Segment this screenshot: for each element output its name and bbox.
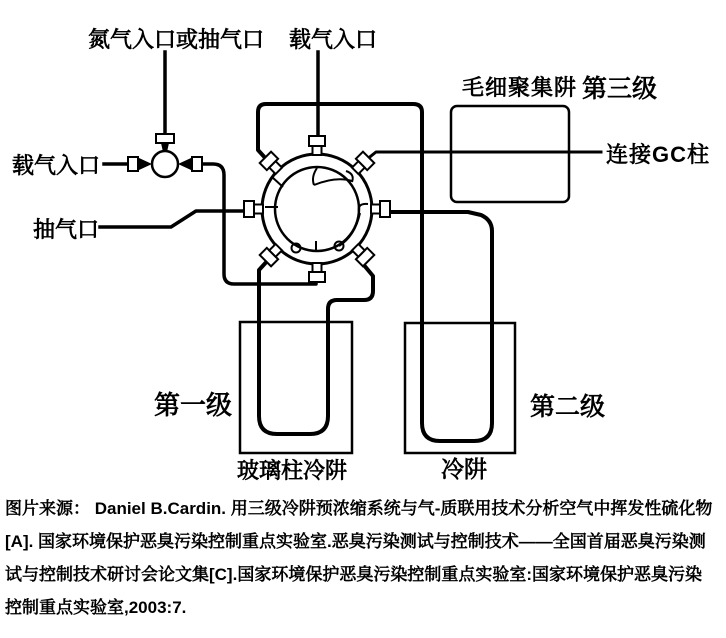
label-carrier-left: 载气入口 — [12, 153, 101, 178]
label-cold-trap: 冷阱 — [441, 456, 487, 482]
rotary-valve — [244, 136, 390, 282]
three-way-valve — [128, 134, 202, 177]
valve-port-3 — [371, 201, 390, 217]
label-stage2: 第二级 — [530, 393, 606, 421]
caption-line-3: 试与控制技术研讨会论文集[C].国家环境保护恶臭污染控制重点实验室:国家环境保护恶臭污染 — [5, 565, 702, 584]
label-stage3: 第三级 — [582, 75, 658, 103]
caption-line-4: 控制重点实验室,2003:7. — [5, 598, 187, 617]
valve-port-9 — [244, 201, 263, 217]
caption — [5, 492, 721, 624]
label-carrier-top: 载气入口 — [289, 27, 378, 52]
capillary-trap-box — [451, 106, 569, 202]
caption-line-1: 图片来源： Daniel B.Cardin. 用三级冷阱预浓缩系统与气-质联用技术分析空气中挥发性硫化物 — [5, 499, 713, 518]
valve-port-12 — [309, 136, 325, 155]
label-stage1: 第一级 — [154, 390, 233, 420]
label-nitrogen-inlet: 氮气入口或抽气口 — [88, 27, 265, 52]
label-gc-column: 连接GC柱 — [606, 142, 711, 167]
valve-port-6 — [309, 263, 325, 282]
pipe-gc-line — [366, 152, 601, 160]
label-capillary-trap: 毛细聚集阱 — [462, 75, 578, 100]
label-glass-column-trap: 玻璃柱冷阱 — [237, 458, 348, 483]
label-pump-port: 抽气口 — [33, 217, 100, 242]
caption-line-2: [A]. 国家环境保护恶臭污染控制重点实验室.恶臭污染测试与控制技术——全国首届恶臭污染测 — [5, 532, 706, 551]
